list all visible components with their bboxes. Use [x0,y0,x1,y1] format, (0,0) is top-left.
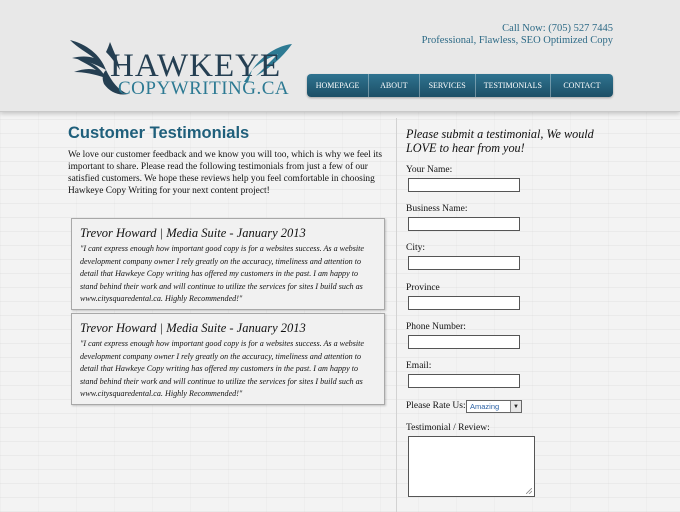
chevron-down-icon[interactable]: ▼ [510,401,521,412]
page-title: Customer Testimonials [68,124,250,142]
email-label: Email: [406,361,432,371]
site-logo[interactable] [66,34,296,104]
nav-contact[interactable]: CONTACT [563,81,601,90]
tagline-text: Professional, Flawless, SEO Optimized Copy [421,35,613,46]
header-contact [422,23,613,47]
name-field[interactable] [408,178,520,192]
rating-select[interactable] [466,400,522,413]
site-header [0,0,680,112]
province-label: Province [406,283,440,293]
testimonial-quote: "I cant express enough how important good copy is for a websites success. As a website development company owner I rely greatly on the accuracy, timeliness and attention to detail that Hawkeye Copy writing has offered my customers in the past. I am happy to stand behind their work and will continue to utilize the services for sites I build such as www.citysquaredental.ca. Highly Recommended!" [80,339,364,398]
testimonial-author: Trevor Howard | Media Suite - January 2013 [80,321,306,335]
province-field[interactable] [408,296,520,310]
logo-wordmark-secondary: COPYWRITING.CA [118,78,290,99]
business-name-field[interactable] [408,217,520,231]
form-heading: Please submit a testimonial, We would LOVE to hear from you! [406,127,594,155]
city-label: City: [406,243,426,253]
testimonial-quote: "I cant express enough how important good copy is for a websites success. As a website development company owner I rely greatly on the accuracy, timeliness and attention to detail that Hawkeye Copy writing has offered my customers in the past. I am happy to stand behind their work and will continue to utilize the services for sites I build such as www.citysquaredental.ca. Highly Recommended!" [80,244,364,303]
nav-homepage[interactable]: HOMEPAGE [307,74,369,97]
resize-grip-icon[interactable] [526,488,532,494]
rate-label: Please Rate Us: [406,401,466,411]
nav-services[interactable]: SERVICES [420,74,476,97]
call-now-text: Call Now: (705) 527 7445 [502,23,613,34]
name-label: Your Name: [406,165,453,175]
testimonial-card [71,218,385,310]
nav-testimonials[interactable]: TESTIMONIALS [476,74,551,97]
column-divider [396,118,397,512]
intro-paragraph: We love our customer feedback and we know you will too, which is why we feel its important to share. Please read the following testimonials from just a few of our satisfied customers. We hope these reviews help you feel comfortable in choosing Hawkeye Copy Writing for your next content project! [68,150,383,196]
testimonial-card [71,313,385,405]
testimonial-author: Trevor Howard | Media Suite - January 2013 [80,226,306,240]
nav-about[interactable]: ABOUT [369,74,419,97]
testimonial-form-heading-wrap [406,127,616,155]
rating-selected-value: Amazing [470,402,500,411]
city-field[interactable] [408,256,520,270]
logo-wordmark-primary: HAWKEYE [110,48,282,84]
phone-label: Phone Number: [406,322,466,332]
main-nav [307,74,613,97]
business-name-label: Business Name: [406,204,468,214]
testimonials-intro [68,124,388,197]
review-textarea[interactable] [408,436,535,497]
phone-field[interactable] [408,335,520,349]
review-label: Testimonial / Review: [406,423,490,433]
email-field[interactable] [408,374,520,388]
